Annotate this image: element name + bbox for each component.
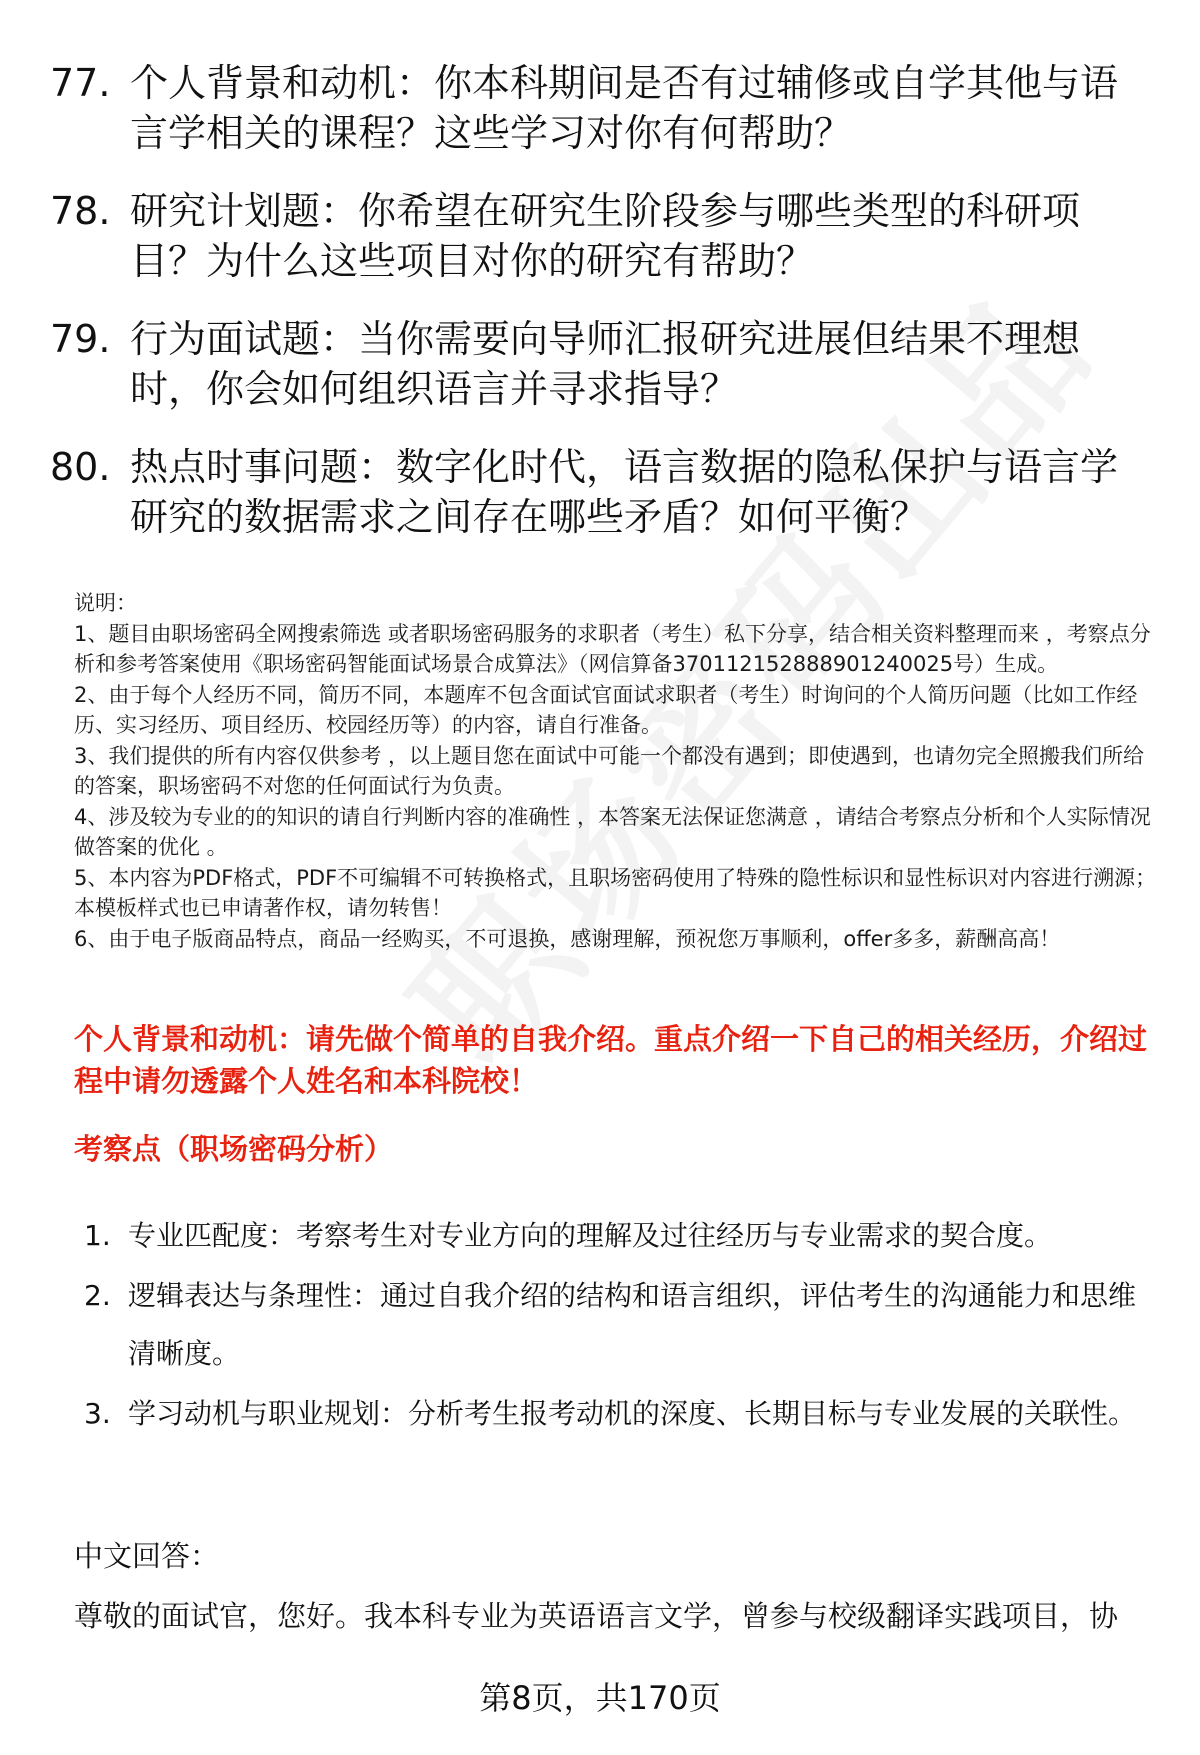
page-number: 第8页，共170页: [479, 1679, 721, 1717]
point-text: 专业匹配度：考察考生对专业方向的理解及过往经历与专业需求的契合度。: [128, 1219, 1053, 1252]
point-text: 逻辑表达与条理性：通过自我介绍的结构和语言组织，评估考生的沟通能力和思维清晰度。: [128, 1279, 1137, 1370]
question-item: [50, 186, 1140, 286]
point-text: 学习动机与职业规划：分析考生报考动机的深度、长期目标与专业发展的关联性。: [128, 1397, 1137, 1430]
analysis-point: [84, 1267, 1154, 1383]
question-number: 79.: [50, 317, 111, 361]
point-number: 1.: [84, 1219, 111, 1252]
answer-text: 尊敬的面试官，您好。我本科专业为英语语言文学，曾参与校级翻译实践项目，协: [74, 1599, 1119, 1633]
question-number: 78.: [50, 189, 111, 233]
notes-section: [74, 588, 1164, 954]
question-text: 研究计划题：你希望在研究生阶段参与哪些类型的科研项目？为什么这些项目对你的研究有帮助？: [130, 189, 1081, 283]
answer-label: 中文回答：: [74, 1539, 220, 1573]
analysis-points: [84, 1207, 1154, 1445]
point-number: 3.: [84, 1397, 111, 1430]
notes-title: 说明：: [74, 591, 137, 615]
note-item: 3、我们提供的所有内容仅供参考 ，以上题目您在面试中可能一个都没有遇到；即使遇到，也请勿完全照搬我们所给的答案，职场密码不对您的任何面试行为负责。: [74, 743, 1145, 798]
question-text: 行为面试题：当你需要向导师汇报研究进展但结果不理想时，你会如何组织语言并寻求指导？: [130, 317, 1081, 411]
question-list: [50, 58, 1140, 570]
question-text: 热点时事问题：数字化时代，语言数据的隐私保护与语言学研究的数据需求之间存在哪些矛盾？如何平衡？: [130, 445, 1119, 539]
question-item: [50, 58, 1140, 158]
question-item: [50, 442, 1140, 542]
note-item: 2、由于每个人经历不同，简历不同，本题库不包含面试官面试求职者（考生）时询问的个人简历问题（比如工作经历、实习经历、项目经历、校园经历等）的内容，请自行准备。: [74, 682, 1138, 737]
current-question-heading: 个人背景和动机：请先做个简单的自我介绍。重点介绍一下自己的相关经历，介绍过程中请勿透露个人姓名和本科院校！: [74, 1022, 1148, 1098]
note-item: 6、由于电子版商品特点，商品一经购买，不可退换，感谢理解，预祝您万事顺利，offer多多，薪酬高高！: [74, 926, 1061, 951]
question-text: 个人背景和动机：你本科期间是否有过辅修或自学其他与语言学相关的课程？这些学习对你有何帮助？: [130, 61, 1119, 155]
note-item: 1、题目由职场密码全网搜索筛选 或者职场密码服务的求职者（考生）私下分享，结合相关资料整理而来 ，考察点分析和参考答案使用《职场密码智能面试场景合成算法》（网信算备370112152888901240025号）生成。: [74, 621, 1151, 676]
point-number: 2.: [84, 1279, 111, 1312]
question-number: 77.: [50, 61, 111, 105]
note-item: 5、本内容为PDF格式，PDF不可编辑不可转换格式，且职场密码使用了特殊的隐性标识和显性标识对内容进行溯源；本模板样式也已申请著作权，请勿转售！: [74, 865, 1157, 920]
analysis-point: [84, 1385, 1154, 1443]
question-number: 80.: [50, 445, 111, 489]
analysis-point: [84, 1207, 1154, 1265]
question-item: [50, 314, 1140, 414]
note-item: 4、涉及较为专业的的知识的请自行判断内容的准确性 ，本答案无法保证您满意 ，请结合考察点分析和个人实际情况做答案的优化 。: [74, 804, 1151, 859]
analysis-title: 考察点（职场密码分析）: [74, 1132, 394, 1166]
